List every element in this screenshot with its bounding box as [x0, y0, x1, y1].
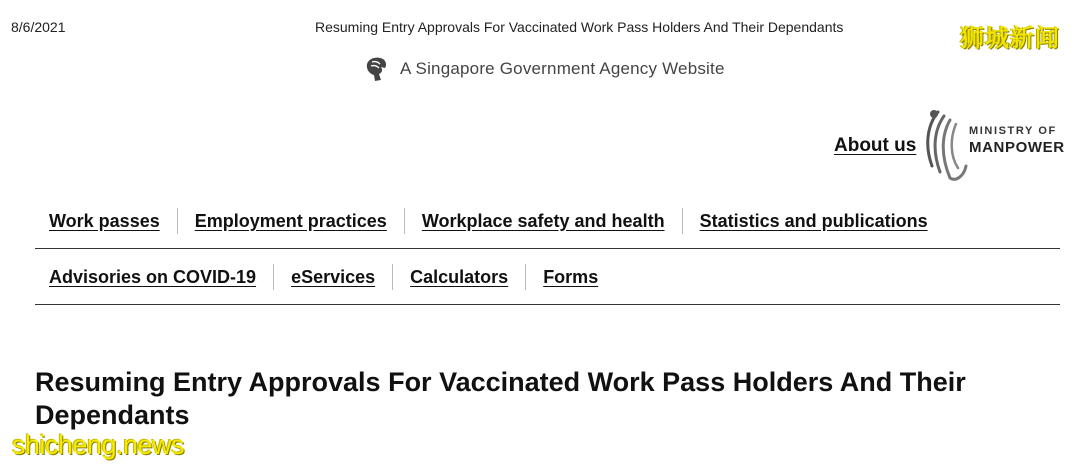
lion-head-icon [364, 56, 388, 82]
gov-banner [364, 56, 725, 82]
mom-logo-text [969, 126, 1065, 155]
watermark-cn: 狮城新闻 [960, 25, 1060, 52]
nav-forms[interactable]: Forms [525, 264, 615, 290]
nav-statistics[interactable]: Statistics and publications [682, 208, 945, 234]
about-us-link[interactable]: About us [834, 135, 917, 156]
main-nav-row-1 [35, 193, 1060, 249]
gov-banner-text: A Singapore Government Agency Website [400, 59, 725, 78]
article-title: Resuming Entry Approvals For Vaccinated Work Pass Holders And Their Dependants [35, 367, 966, 430]
nav-eservices[interactable]: eServices [273, 264, 392, 290]
main-nav-row-2 [35, 249, 1060, 305]
watermark-en: shicheng.news [12, 430, 185, 460]
nav-workplace-safety[interactable]: Workplace safety and health [404, 208, 682, 234]
nav-employment-practices[interactable]: Employment practices [177, 208, 404, 234]
mom-logo-line1: MINISTRY OF [969, 125, 1057, 137]
nav-covid-advisories[interactable]: Advisories on COVID-19 [49, 266, 257, 287]
nav-calculators[interactable]: Calculators [392, 264, 525, 290]
mom-logo-icon[interactable] [912, 104, 972, 184]
nav-work-passes[interactable]: Work passes [49, 210, 160, 231]
mom-logo-line2: MANPOWER [969, 139, 1065, 156]
print-title: Resuming Entry Approvals For Vaccinated Work Pass Holders And Their Dependants [315, 19, 844, 35]
print-date: 8/6/2021 [11, 19, 66, 35]
